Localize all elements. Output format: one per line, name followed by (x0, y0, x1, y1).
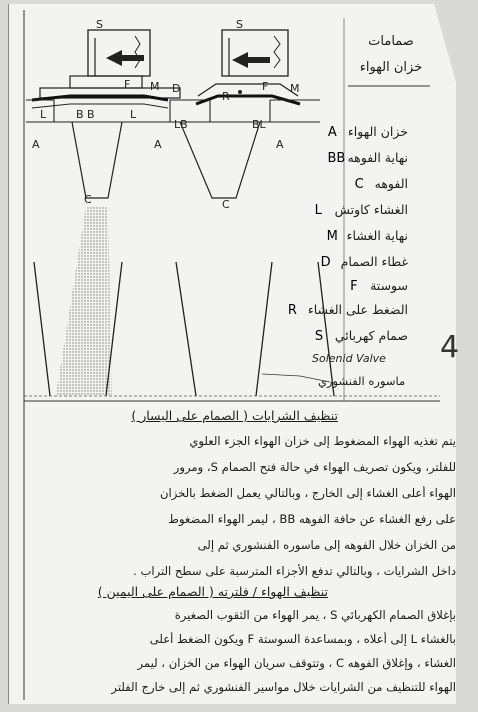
label-right-c: C (222, 198, 230, 211)
label-right-d: D (172, 82, 181, 95)
solenoid-label: Solenid Valve (312, 352, 386, 365)
legend-item-d: D غطاء الصمام (320, 254, 408, 270)
section1-line: من الخزان خلال الفوهه إلى ماسوره الفنشوري ثم إلى (197, 538, 456, 552)
section2-line: الغشاء ، وإغلاق الفوهه C ، وتتوقف سريان الهواء من الخزان ، ليمر (137, 656, 456, 670)
section1-line: على رفع الغشاء عن حافة الفوهه BB ، ليمر الهواء المضغوط (168, 512, 456, 526)
venturi-label: ماسوره الفنشوري (318, 374, 406, 388)
label-right-bl: BL (252, 118, 266, 131)
label-right-a2: A (276, 138, 284, 151)
label-right-a1: A (154, 138, 162, 151)
section1-heading: تنظيف الشرايات ( الصمام على اليسار ) (131, 408, 338, 423)
section2-line: بالغشاء L إلى أعلاه ، وبمساعدة السوستة F ويكون الضغط أعلى (149, 632, 456, 646)
section2-heading: تنظيف الهواء / فلترته ( الصمام على اليمين ) (97, 584, 328, 599)
section1-line: يتم تغذيه الهواء المضغوط إلى خزان الهواء الجزء العلوي (189, 434, 456, 448)
title-line1: صمامات (368, 34, 414, 49)
section2-line: الهواء للتنظيف من الشرايات خلال مواسير الفنشوري ثم إلى خارج الفلتر (111, 680, 456, 694)
label-right-s: S (236, 18, 243, 31)
section1-line: الهواء أعلى الغشاء إلى الخارج ، وبالتالي يعمل الضغط بالخزان (160, 486, 456, 500)
legend-item-m: M نهاية الغشاء (326, 228, 408, 244)
legend-item-bb: BB نهاية الفوهه (327, 150, 408, 166)
legend-item-a: A خزان الهواء (327, 124, 408, 140)
legend-item-l: L الغشاء كاوتش (314, 202, 408, 218)
legend-item-r: R الضغط على الغشاء (287, 302, 408, 318)
label-right-r: R (222, 90, 230, 103)
section2-line: بإغلاق الصمام الكهربائي S ، يمر الهواء من الثقوب الصغيرة (174, 608, 456, 622)
page-number: 4 (440, 330, 460, 365)
left-nozzle (72, 122, 122, 198)
air-jet (56, 206, 112, 396)
label-left-l1: L (40, 108, 47, 121)
label-left-m: M (150, 80, 160, 93)
label-left-a: A (32, 138, 40, 151)
right-nozzle (180, 122, 260, 198)
section1-line: داخل الشرايات ، وبالتالي تدفع الأجزاء المترسبة على سطح التراب . (133, 564, 456, 578)
legend-item-f: F سوستة (350, 278, 408, 294)
label-left-s: S (96, 18, 103, 31)
label-left-bb: B B (76, 108, 95, 121)
label-left-l2: L (130, 108, 137, 121)
label-right-m: M (290, 82, 300, 95)
legend-item-s: S صمام كهربائي (314, 328, 408, 344)
label-left-c: C (84, 193, 92, 206)
right-solenoid-arrow (232, 52, 270, 68)
left-valve (26, 30, 210, 122)
left-valve-cover (70, 76, 142, 88)
right-valve-cover (198, 84, 298, 96)
label-right-lb: LB (174, 118, 188, 131)
label-right-f: F (262, 80, 269, 93)
legend-item-c: C الفوهه (354, 176, 408, 192)
label-left-f: F (124, 78, 131, 91)
section1-line: للفلتر، ويكون تصريف الهواء في حالة فتح الصمام S، ومرور (173, 460, 456, 474)
title-line2: خزان الهواء (359, 60, 423, 75)
right-solenoid-body (222, 30, 288, 76)
right-valve (196, 30, 320, 122)
